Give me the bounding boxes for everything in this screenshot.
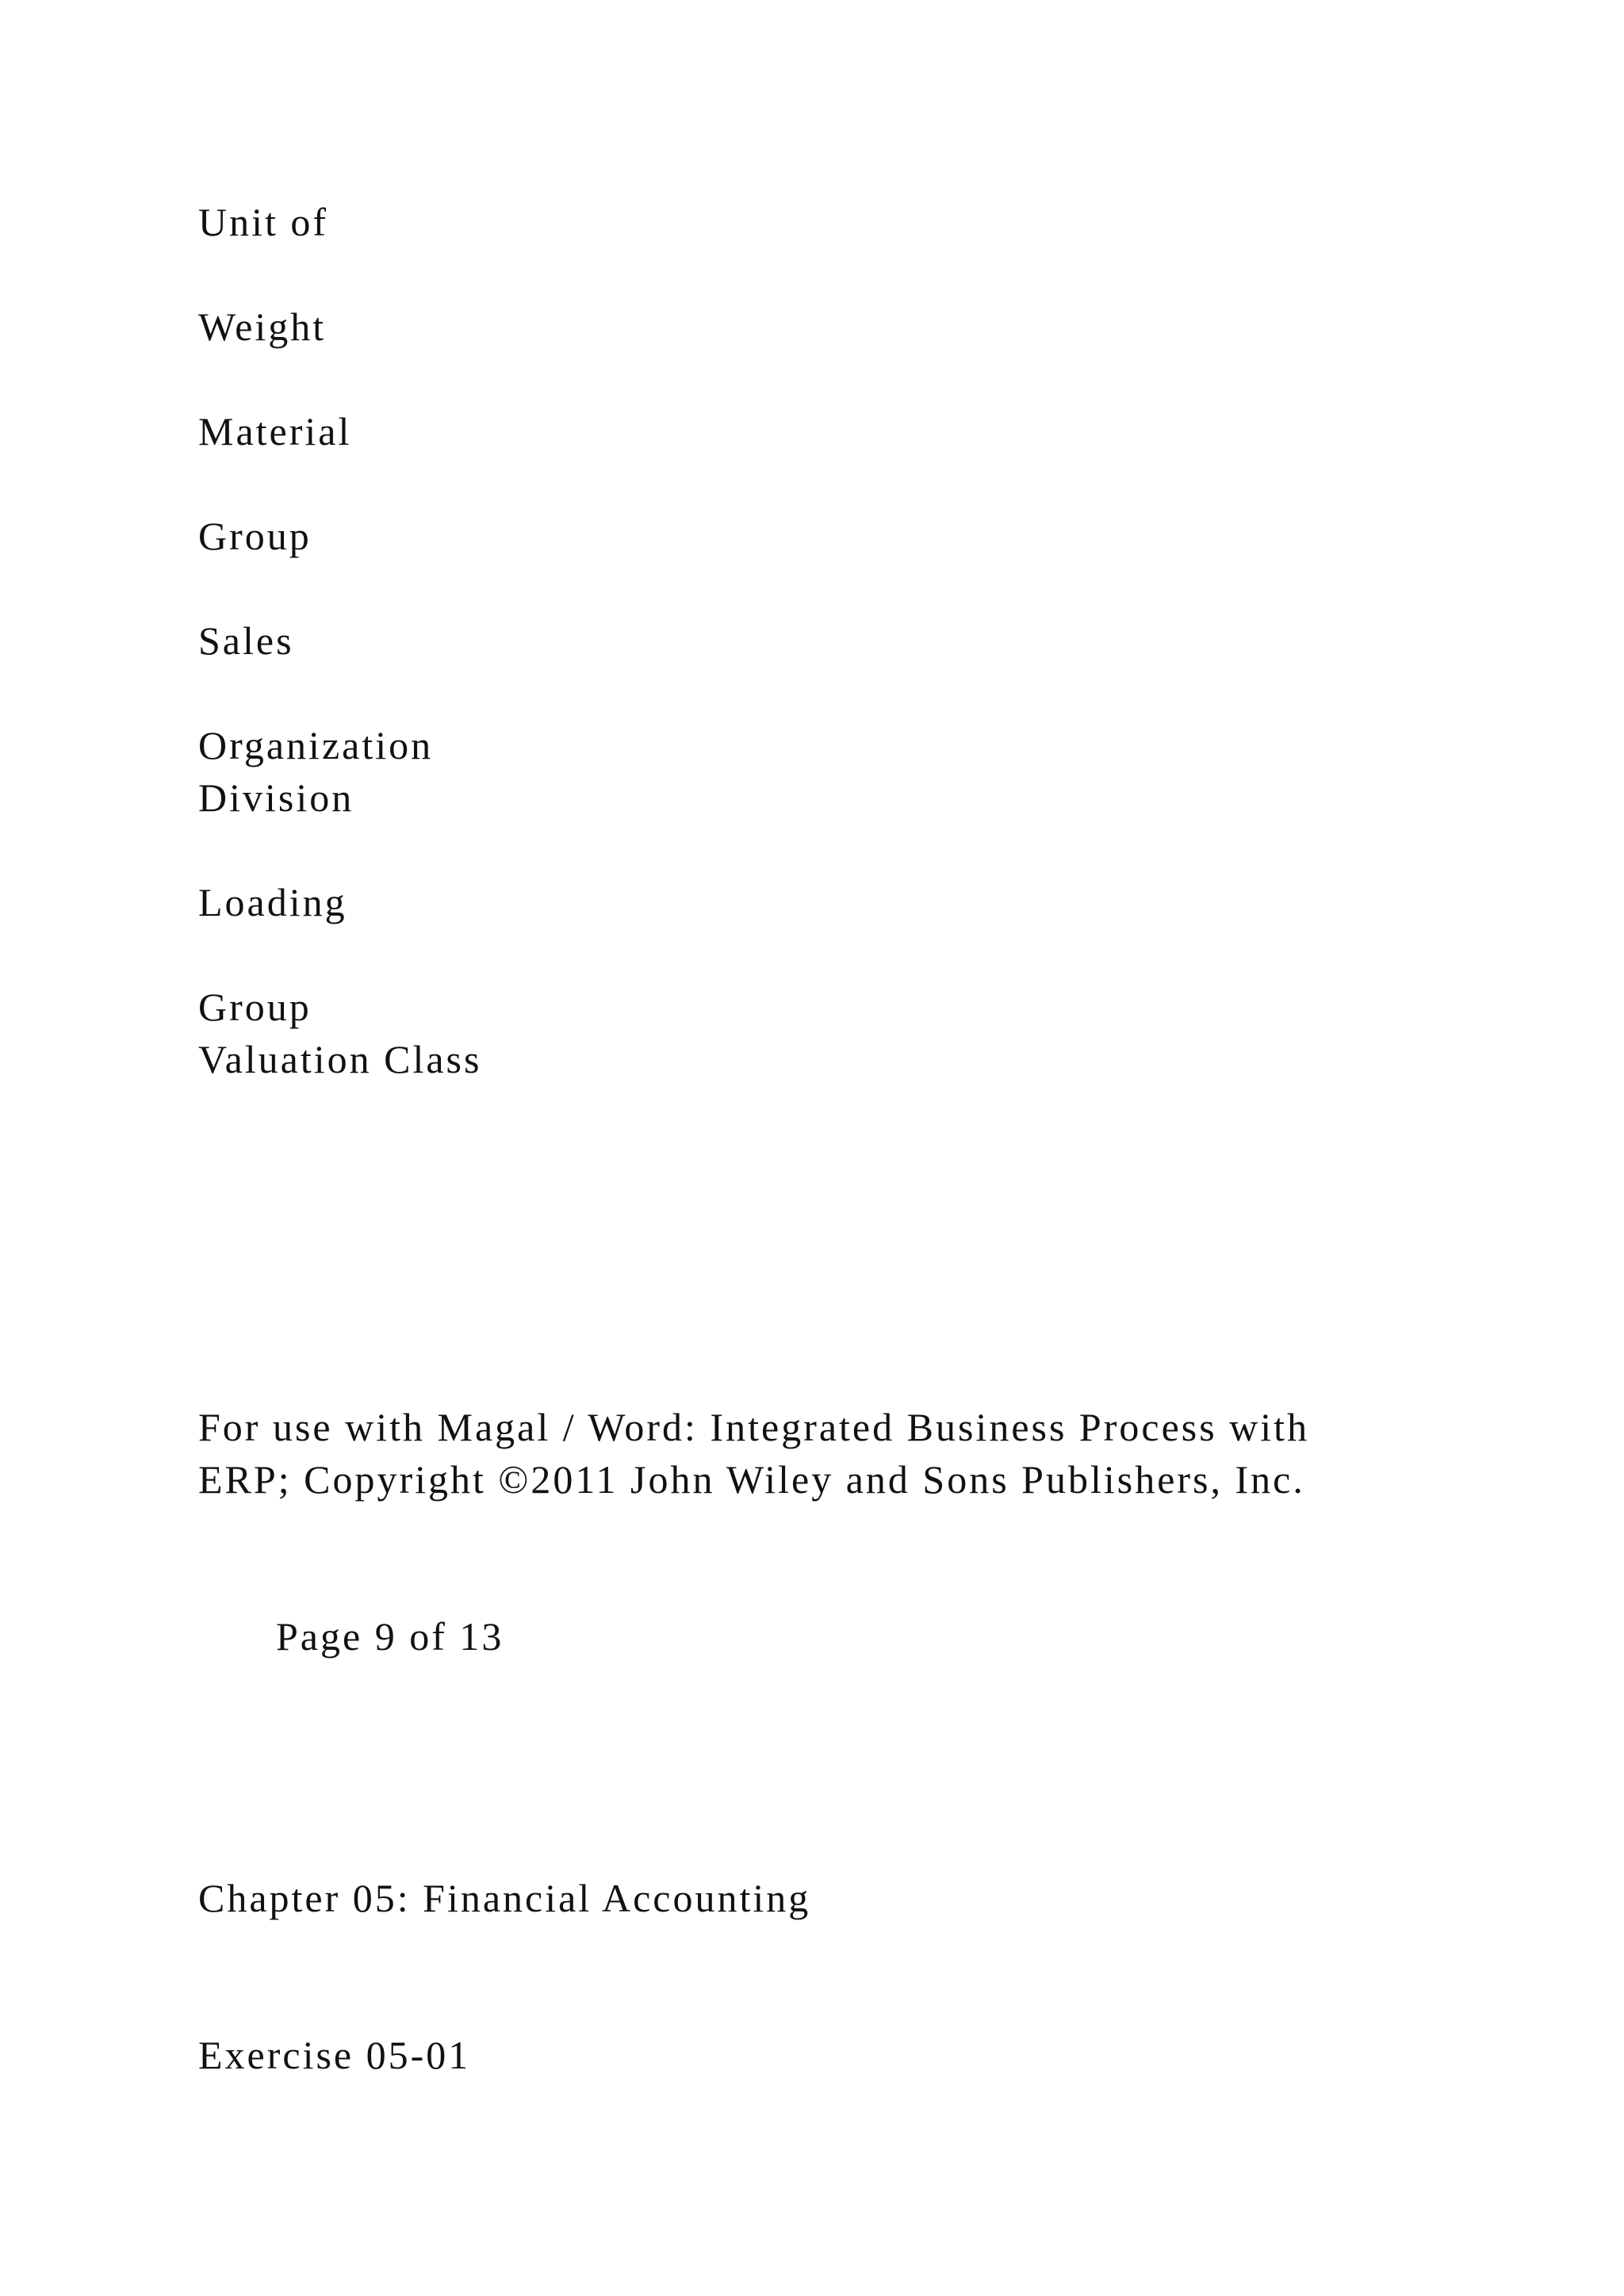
- field-label-unit-of: Unit of: [198, 200, 329, 244]
- exercise-heading: Exercise 05-01: [198, 2033, 471, 2077]
- chapter-heading: Chapter 05: Financial Accounting: [198, 1876, 811, 1920]
- copyright-line-2: ERP; Copyright ©2011 John Wiley and Sons Publishers, Inc.: [198, 1457, 1305, 1502]
- field-label-sales: Sales: [198, 618, 294, 663]
- field-label-valuation-class: Valuation Class: [198, 1037, 482, 1081]
- field-label-material: Material: [198, 409, 352, 453]
- field-label-loading: Loading: [198, 880, 347, 924]
- field-label-group-2: Group: [198, 985, 312, 1029]
- page-number: Page 9 of 13: [276, 1614, 504, 1659]
- copyright-line-1: For use with Magal / Word: Integrated Business Process with: [198, 1405, 1310, 1449]
- field-label-organization: Organization: [198, 723, 434, 767]
- field-label-weight: Weight: [198, 304, 327, 349]
- field-label-division: Division: [198, 775, 354, 820]
- field-label-group: Group: [198, 514, 312, 558]
